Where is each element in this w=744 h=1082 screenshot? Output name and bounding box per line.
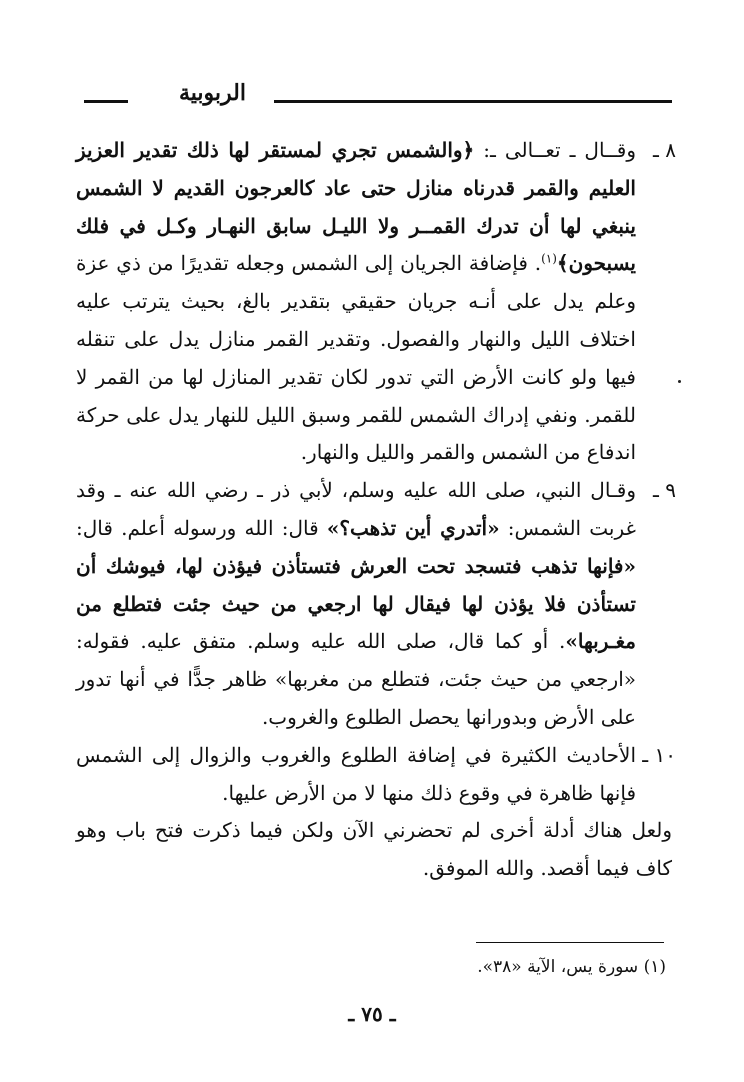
numbered-paragraph — [76, 472, 676, 737]
footnote-rule — [476, 942, 664, 943]
paragraph-number: ١٠ ـ — [642, 742, 676, 767]
text-segment: وقــال ـ تعــالى ـ: — [474, 138, 636, 162]
main-text — [76, 132, 676, 888]
numbered-paragraph — [76, 737, 676, 813]
page-number: ـ ٧٥ ـ — [348, 1002, 396, 1026]
text-segment: وقـال النبي، صلى الله عليه وسلم، لأبي ذر ـ رضي الله عنه ـ وقد غربت الشمس: — [76, 478, 636, 540]
text-segment: . أو كما قال، صلى الله عليه وسلم. متفق عليه. فقوله: «ارجعي من حيث جئت، فتطلع من مغربها» ظاهر جدًّا في أنها تدور على الأرض وبدورانها يحصل الطلوع والغروب. — [76, 629, 636, 729]
paragraph-number: ٨ ـ — [653, 138, 676, 162]
stray-mark — [678, 380, 681, 383]
closing-paragraph: ولعل هناك أدلة أخرى لم تحضرني الآن ولكن فيما ذكرت فتح باب وهو كاف فيما أقصد. والله الموفق. — [76, 818, 672, 881]
header-rule-right — [274, 100, 672, 103]
footnote-marker[interactable]: (١) — [541, 251, 557, 266]
running-header — [84, 80, 672, 112]
text-segment: قال: الله ورسوله أعلم. قال: — [76, 515, 327, 540]
text-segment: الأحاديث الكثيرة في إضافة الطلوع والغروب والزوال إلى الشمس فإنها ظاهرة في وقوع ذلك منها لا من الأرض عليها. — [76, 742, 636, 805]
text-segment: . فإضافة الجريان إلى الشمس وجعله تقديرًا من ذي عزة وعلم يدل على أنـه جريان حقيقي بتقدير بالغ، بحيث يترتب عليه اختلاف الليل والنهار والفصول. وتقدير القمر منازل يدل على تنقله فيها ولو كانت الأرض التي تدور لكان تقدير المنازل لها من القمر لا للقمر. ونفي إدراك الشمس للقمر وسبق الليل للنهار يدل على حركة اندفاع من الشمس والقمر والليل والنهار. — [76, 251, 636, 465]
header-rule-left — [84, 100, 128, 103]
header-title: الربوبية — [179, 80, 246, 106]
quran-verse: ﴿والشمس تجري لمستقر لها ذلك تقدير العزيز العليم والقمر قدرناه منازل حتى عاد كالعرجون القديم لا الشمس ينبغي لها أن تدرك القمــر ولا الليـل سابق النهـار وكـل في فلك يسبحون﴾ — [76, 138, 636, 276]
hadith-quote: «أتدري أين تذهب؟» — [326, 515, 500, 540]
paragraph-number: ٩ ـ — [653, 478, 676, 503]
footnote: (١) سورة يس، الآية «٣٨». — [477, 957, 666, 977]
numbered-paragraph — [76, 132, 676, 472]
hadith-quote: «فإنها تذهب فتسجد تحت العرش فتستأذن فيؤذن لها، فيوشك أن تستأذن فلا يؤذن لها فيقال لها ارجعي من حيث جئت فتطلع من مغـربها» — [76, 553, 636, 654]
